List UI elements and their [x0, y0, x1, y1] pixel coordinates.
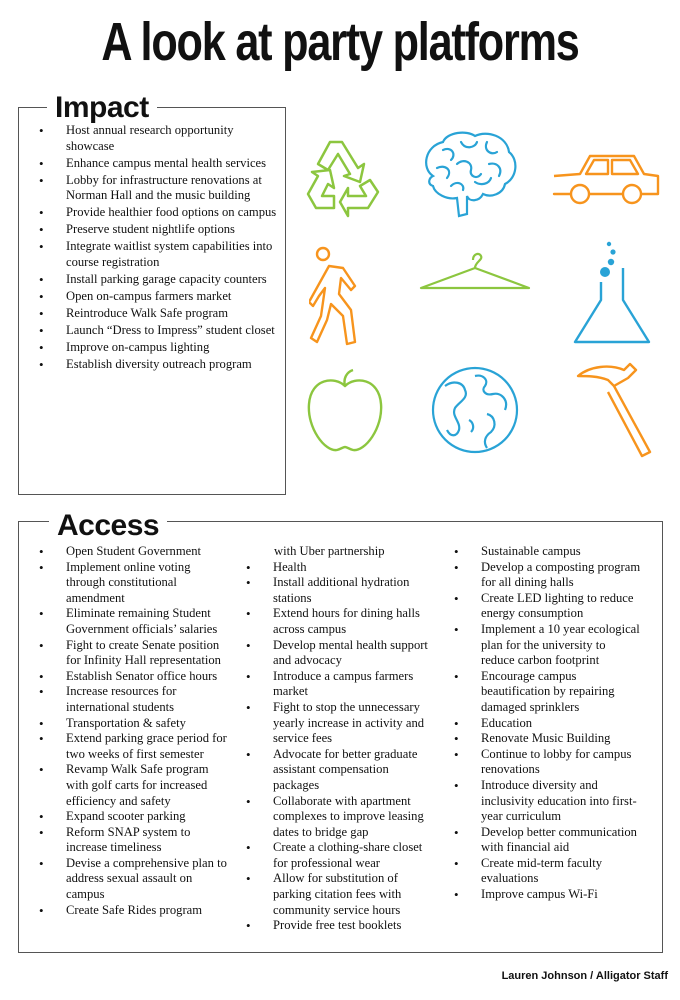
access-column-2 [226, 544, 434, 934]
flask-icon [571, 240, 651, 344]
list-item: • Install parking garage capacity counters [19, 272, 281, 288]
apple-icon [305, 368, 385, 454]
list-item: • Introduce a campus farmers market [226, 669, 434, 700]
page-title: A look at party platforms [101, 12, 579, 72]
list-item: • Develop a composting program for all dining halls [434, 560, 642, 591]
list-item: • Encourage campus beautification by repairing damaged sprinklers [434, 669, 642, 716]
list-item: • Education [434, 716, 642, 732]
list-item: • Introduce diversity and inclusivity education into first-year curriculum [434, 778, 642, 825]
list-item: • Develop mental health support and advocacy [226, 638, 434, 669]
list-item: • Increase resources for international students [19, 684, 227, 715]
list-item: • Implement online voting through constitutional amendment [19, 560, 227, 607]
recycle-icon [300, 136, 386, 220]
list-item: • Lobby for infrastructure renovations at Norman Hall and the music building [19, 173, 281, 204]
list-item: • Integrate waitlist system capabilities into course registration [19, 239, 281, 270]
brain-icon [417, 128, 521, 222]
list-item: • Allow for substitution of parking citation fees with community service hours [226, 871, 434, 918]
list-item: • Open Student Government [19, 544, 227, 560]
list-item: • Implement a 10 year ecological plan for the university to reduce carbon footprint [434, 622, 642, 669]
list-item: • Install additional hydration stations [226, 575, 434, 606]
list-item: • Fight to stop the unnecessary yearly increase in activity and service fees [226, 700, 434, 747]
access-heading: Access [49, 510, 167, 542]
list-item: • Open on-campus farmers market [19, 289, 281, 305]
list-item: • Reform SNAP system to increase timeliness [19, 825, 227, 856]
list-item: • Renovate Music Building [434, 731, 642, 747]
list-item: • Extend parking grace period for two weeks of first semester [19, 731, 227, 762]
walking-person-icon [309, 246, 375, 348]
credit-line: Lauren Johnson / Alligator Staff [501, 970, 668, 982]
list-item: • Create LED lighting to reduce energy consumption [434, 591, 642, 622]
list-item: • Revamp Walk Safe program with golf carts for increased efficiency and safety [19, 762, 227, 809]
list-item: • Transportation & safety [19, 716, 227, 732]
list-item: • Enhance campus mental health services [19, 156, 281, 172]
list-item: • Provide healthier food options on campus [19, 205, 281, 221]
access-column-1 [19, 544, 227, 918]
list-item: • Devise a comprehensive plan to address sexual assault on campus [19, 856, 227, 903]
list-item: • Create a clothing-share closet for professional wear [226, 840, 434, 871]
list-item: • Expand scooter parking [19, 809, 227, 825]
list-item: • Continue to lobby for campus renovations [434, 747, 642, 778]
list-item: • Create mid-term faculty evaluations [434, 856, 642, 887]
list-item: • Sustainable campus [434, 544, 642, 560]
globe-icon [429, 364, 521, 456]
list-item: • Establish diversity outreach program [19, 357, 281, 373]
list-item: • Develop better communication with financial aid [434, 825, 642, 856]
car-icon [550, 150, 662, 206]
list-item: • Create Safe Rides program [19, 903, 227, 919]
access-panel [18, 509, 663, 953]
list-item: • Preserve student nightlife options [19, 222, 281, 238]
list-item: • Extend hours for dining halls across campus [226, 606, 434, 637]
hanger-icon [417, 248, 533, 294]
icon-grid [295, 128, 680, 468]
list-item: • Establish Senator office hours [19, 669, 227, 685]
impact-panel [18, 91, 286, 495]
list-item: • Health [226, 560, 434, 576]
list-item: • Provide free test booklets [226, 918, 434, 934]
impact-list [19, 123, 281, 374]
list-item: • Eliminate remaining Student Government officials’ salaries [19, 606, 227, 637]
list-item: • Fight to create Senate position for Infinity Hall representation [19, 638, 227, 669]
access-column-3 [434, 544, 642, 903]
list-item: • Launch “Dress to Impress” student closet [19, 323, 281, 339]
list-item: • Improve campus Wi-Fi [434, 887, 642, 903]
access-continuation-text: with Uber partnership [274, 544, 385, 558]
impact-heading: Impact [47, 92, 157, 124]
access-column-2-list [226, 560, 434, 934]
hammer-icon [574, 362, 654, 458]
list-item: • Advocate for better graduate assistant compensation packages [226, 747, 434, 794]
list-item: • Reintroduce Walk Safe program [19, 306, 281, 322]
list-item: • Improve on-campus lighting [19, 340, 281, 356]
list-item: • Host annual research opportunity showcase [19, 123, 281, 154]
list-item: • Collaborate with apartment complexes to improve leasing dates to bridge gap [226, 794, 434, 841]
